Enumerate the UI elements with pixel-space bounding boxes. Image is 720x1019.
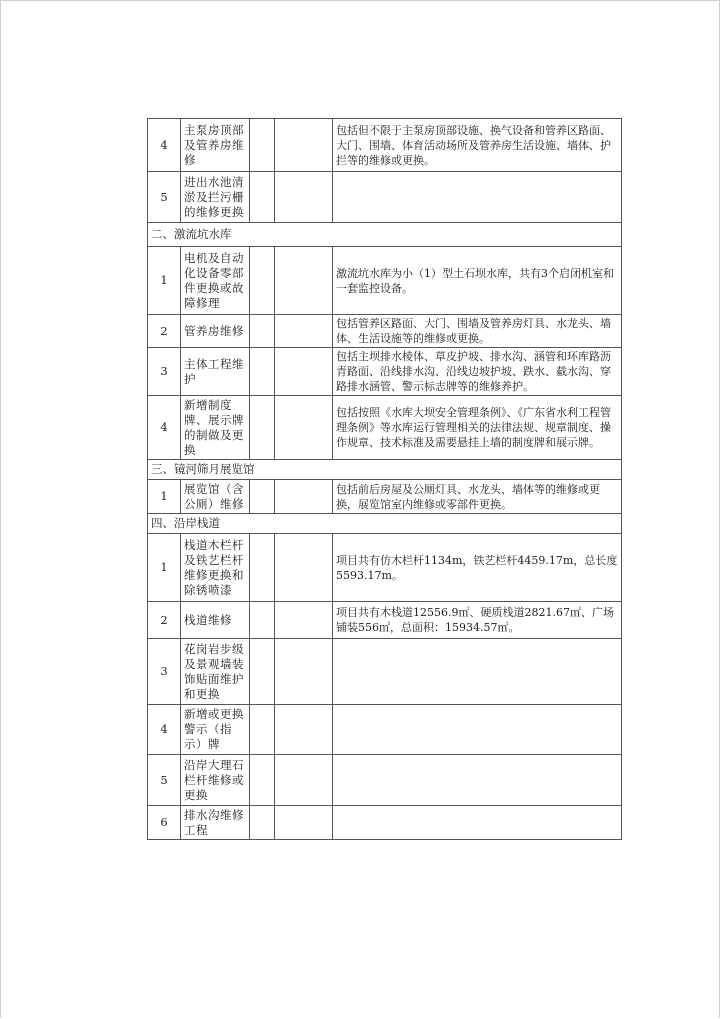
blank-cell: [275, 705, 333, 755]
table-row: [148, 602, 622, 639]
table-row: [148, 639, 622, 705]
item-description: [333, 755, 622, 806]
item-description: [333, 806, 622, 840]
table-row: [148, 755, 622, 806]
blank-cell: [275, 755, 333, 806]
blank-cell: [275, 119, 333, 172]
item-name: 展览馆（含公厕）维修: [181, 480, 250, 514]
item-name: 主体工程维护: [181, 348, 250, 396]
table-row: [148, 480, 622, 514]
item-name: 排水沟维修工程: [181, 806, 250, 840]
item-name: 花岗岩步级及景观墙装饰贴面维护和更换: [181, 639, 250, 705]
blank-cell: [250, 806, 275, 840]
item-name: 主泵房顶部及管养房维修: [181, 119, 250, 172]
section-title: 二、激流坑水库: [148, 223, 622, 247]
blank-cell: [275, 315, 333, 348]
item-description: 包括主坝排水棱体、草皮护坡、排水沟、涵管和环库路沥青路面、沿线排水沟、沿线边坡护坡、跌水、截水沟、穿路排水涵管、警示标志牌等的维修养护。: [333, 348, 622, 396]
blank-cell: [275, 247, 333, 315]
row-number: 6: [148, 806, 181, 840]
blank-cell: [250, 639, 275, 705]
table-row: [148, 315, 622, 348]
item-name: 栈道维修: [181, 602, 250, 639]
table-row: [148, 396, 622, 460]
item-name: 新增制度牌、展示牌的制做及更换: [181, 396, 250, 460]
blank-cell: [250, 755, 275, 806]
blank-cell: [250, 348, 275, 396]
item-name: 新增或更换警示（指示）牌: [181, 705, 250, 755]
item-description: 项目共有木栈道12556.9㎡、硬质栈道2821.67㎡、广场铺装556㎡，总面积：15934.57㎡。: [333, 602, 622, 639]
item-description: 项目共有仿木栏杆1134m，铁艺栏杆4459.17m，总长度5593.17m。: [333, 534, 622, 602]
row-number: 4: [148, 119, 181, 172]
blank-cell: [250, 247, 275, 315]
item-name: 电机及自动化设备零部件更换或故障修理: [181, 247, 250, 315]
blank-cell: [275, 806, 333, 840]
blank-cell: [275, 639, 333, 705]
item-description: 包括管养区路面、大门、围墙及管养房灯具、水龙头、墙体、生活设施等的维修或更换。: [333, 315, 622, 348]
blank-cell: [250, 315, 275, 348]
row-number: 1: [148, 534, 181, 602]
table-row: [148, 172, 622, 223]
item-description: 包括但不限于主泵房顶部设施、换气设备和管养区路面、大门、围墙、体育活动场所及管养房生活设施、墙体、护拦等的维修或更换。: [333, 119, 622, 172]
item-description: 包括前后房屋及公厕灯具、水龙头、墙体等的维修或更换，展览馆室内维修或零部件更换。: [333, 480, 622, 514]
blank-cell: [250, 172, 275, 223]
row-number: 5: [148, 755, 181, 806]
table-row: [148, 806, 622, 840]
item-description: [333, 172, 622, 223]
item-name: 管养房维修: [181, 315, 250, 348]
row-number: 2: [148, 602, 181, 639]
blank-cell: [275, 396, 333, 460]
row-number: 1: [148, 247, 181, 315]
table-row: [148, 534, 622, 602]
row-number: 5: [148, 172, 181, 223]
item-description: 包括按照《水库大坝安全管理条例》、《广东省水利工程管理条例》等水库运行管理相关的法律法规、规章制度、操作规章、技术标准及需要悬挂上墙的制度牌和展示牌。: [333, 396, 622, 460]
section-title: 三、镜河筛月展览馆: [148, 460, 622, 480]
blank-cell: [275, 172, 333, 223]
item-name: 栈道木栏杆及铁艺栏杆维修更换和除锈喷漆: [181, 534, 250, 602]
blank-cell: [275, 480, 333, 514]
section-header-row: [148, 514, 622, 534]
section-header-row: [148, 460, 622, 480]
item-description: [333, 705, 622, 755]
row-number: 4: [148, 396, 181, 460]
row-number: 3: [148, 348, 181, 396]
section-header-row: [148, 223, 622, 247]
table-row: [148, 705, 622, 755]
blank-cell: [275, 534, 333, 602]
row-number: 3: [148, 639, 181, 705]
blank-cell: [250, 534, 275, 602]
blank-cell: [250, 396, 275, 460]
row-number: 4: [148, 705, 181, 755]
maintenance-table: [147, 118, 622, 840]
blank-cell: [250, 119, 275, 172]
blank-cell: [275, 348, 333, 396]
blank-cell: [275, 602, 333, 639]
blank-cell: [250, 602, 275, 639]
table-row: [148, 119, 622, 172]
section-title: 四、沿岸栈道: [148, 514, 622, 534]
row-number: 2: [148, 315, 181, 348]
item-description: 激流坑水库为小（1）型土石坝水库，共有3个启闭机室和一套监控设备。: [333, 247, 622, 315]
item-name: 沿岸大理石栏杆维修或更换: [181, 755, 250, 806]
blank-cell: [250, 480, 275, 514]
row-number: 1: [148, 480, 181, 514]
blank-cell: [250, 705, 275, 755]
item-description: [333, 639, 622, 705]
item-name: 进出水池清淤及拦污栅的维修更换: [181, 172, 250, 223]
table-row: [148, 348, 622, 396]
table-row: [148, 247, 622, 315]
